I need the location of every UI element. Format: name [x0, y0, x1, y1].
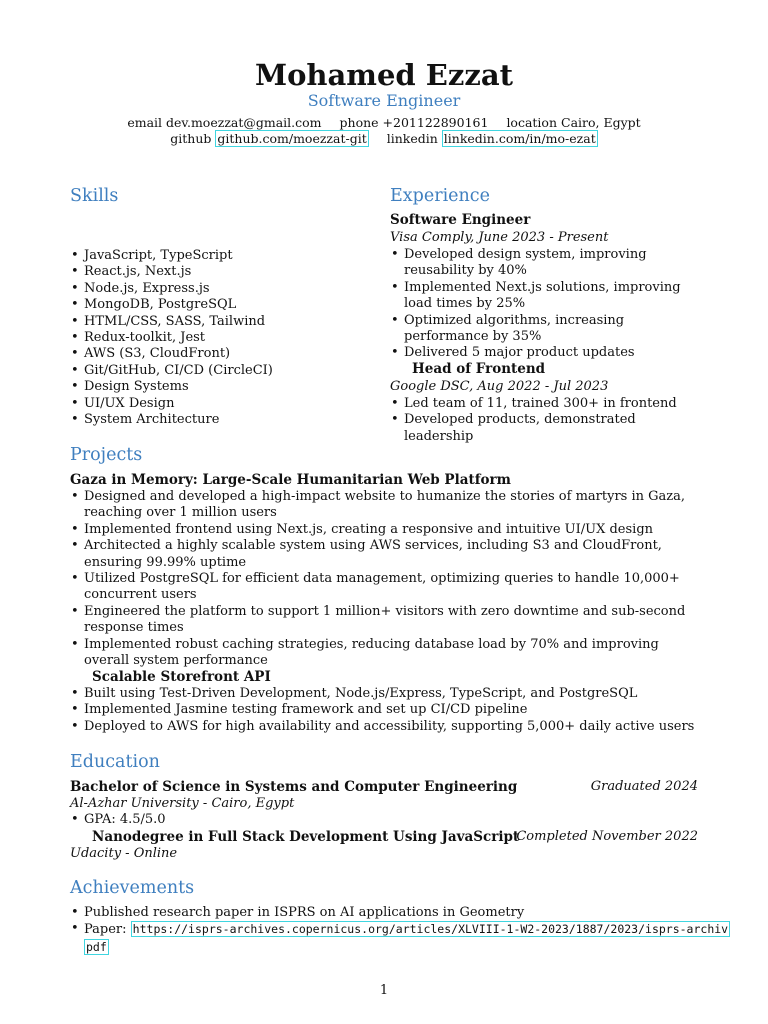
- email-label: email: [127, 115, 163, 130]
- education-heading: Education: [70, 752, 160, 772]
- skill-item: • Redux-toolkit, Jest: [70, 330, 370, 346]
- project-bullets: [70, 489, 700, 669]
- project-title: Scalable Storefront API: [92, 669, 271, 685]
- job-title: Head of Frontend: [412, 361, 546, 377]
- paper-link[interactable]: https://isprs-archives.copernicus.org/articles/XLVIII-1-W2-2023/1887/2023/isprs-archiv: [132, 922, 729, 937]
- job-bullet: • Implemented Next.js solutions, improving load times by 25%: [390, 280, 700, 313]
- contact-line-1: [0, 115, 768, 130]
- job-bullet: • Delivered 5 major product updates: [390, 345, 700, 361]
- job-title: Software Engineer: [390, 212, 531, 228]
- project-bullet: • Implemented robust caching strategies, reducing database load by 70% and improving overall system performance: [70, 637, 700, 670]
- job-bullets: [390, 396, 700, 445]
- candidate-title: Software Engineer: [307, 91, 461, 110]
- project-bullet: • Deployed to AWS for high availability and accessibility, supporting 5,000+ daily active users: [70, 719, 700, 735]
- skill-item: • AWS (S3, CloudFront): [70, 346, 370, 362]
- email-value[interactable]: dev.moezzat@gmail.com: [166, 115, 322, 130]
- degree-date: Completed November 2022: [516, 829, 698, 844]
- skills-heading: Skills: [70, 186, 119, 206]
- degree-school: Udacity - Online: [70, 846, 178, 861]
- projects-heading: Projects: [70, 445, 143, 465]
- project-bullet: • Built using Test-Driven Development, Node.js/Express, TypeScript, and PostgreSQL: [70, 686, 700, 702]
- project-bullet: • Designed and developed a high-impact website to humanize the stories of martyrs in Gaza, reaching over 1 million users: [70, 489, 700, 522]
- paper-link-continued[interactable]: pdf: [86, 939, 107, 954]
- github-label: github: [170, 131, 212, 146]
- degree-school: Al-Azhar University - Cairo, Egypt: [70, 796, 295, 811]
- project-bullet: • Implemented frontend using Next.js, creating a responsive and intuitive UI/UX design: [70, 522, 700, 538]
- phone-label: phone: [339, 115, 379, 130]
- contact-line-2: [0, 131, 768, 146]
- location-label: location: [506, 115, 558, 130]
- skill-item: • Node.js, Express.js: [70, 281, 370, 297]
- skill-item: • System Architecture: [70, 412, 370, 428]
- location-value: Cairo, Egypt: [561, 115, 641, 130]
- project-bullet: • Engineered the platform to support 1 million+ visitors with zero downtime and sub-second response times: [70, 604, 700, 637]
- skill-item: • JavaScript, TypeScript: [70, 248, 370, 264]
- job-bullet: • Developed design system, improving reusability by 40%: [390, 247, 700, 280]
- phone-value: +201122890161: [382, 115, 489, 130]
- project-bullet: • Implemented Jasmine testing framework and set up CI/CD pipeline: [70, 702, 700, 718]
- achievement-item: • Published research paper in ISPRS on AI applications in Geometry: [70, 905, 768, 921]
- job-org: Google DSC, Aug 2022 - Jul 2023: [390, 379, 609, 394]
- candidate-name: Mohamed Ezzat: [254, 58, 514, 92]
- job-org: Visa Comply, June 2023 - Present: [390, 230, 609, 245]
- degree-date: Graduated 2024: [590, 779, 698, 794]
- achievements-heading: Achievements: [70, 878, 195, 898]
- project-bullet: • Architected a highly scalable system using AWS services, including S3 and CloudFront, ensuring 99.99% uptime: [70, 538, 700, 571]
- degree-title: Nanodegree in Full Stack Development Using JavaScript: [92, 829, 520, 845]
- page-number: 1: [379, 983, 389, 998]
- skill-item: • React.js, Next.js: [70, 264, 370, 280]
- degree-title: Bachelor of Science in Systems and Computer Engineering: [70, 779, 518, 795]
- degree-bullets: [70, 812, 370, 828]
- skill-item: • MongoDB, PostgreSQL: [70, 297, 370, 313]
- achievement-item: [70, 921, 768, 956]
- skill-item: • Git/GitHub, CI/CD (CircleCI): [70, 363, 370, 379]
- skill-item: • Design Systems: [70, 379, 370, 395]
- job-bullet: • Led team of 11, trained 300+ in frontend: [390, 396, 700, 412]
- job-bullets: [390, 247, 700, 362]
- project-title: Gaza in Memory: Large-Scale Humanitarian Web Platform: [70, 472, 511, 488]
- project-bullet: • Utilized PostgreSQL for efficient data management, optimizing queries to handle 10,000+ concurrent users: [70, 571, 700, 604]
- linkedin-link[interactable]: linkedin.com/in/mo-ezat: [443, 131, 596, 146]
- skill-item: • UI/UX Design: [70, 396, 370, 412]
- project-bullets: [70, 686, 700, 735]
- linkedin-label: linkedin: [386, 131, 438, 146]
- job-bullet: • Developed products, demonstrated leadership: [390, 412, 700, 445]
- skill-item: • HTML/CSS, SASS, Tailwind: [70, 314, 370, 330]
- github-link[interactable]: github.com/moezzat-git: [217, 131, 367, 146]
- paper-label: Paper:: [84, 922, 127, 938]
- job-bullet: • Optimized algorithms, increasing performance by 35%: [390, 313, 700, 346]
- experience-heading: Experience: [390, 186, 490, 206]
- achievements-list: [70, 905, 768, 956]
- skills-list: [70, 248, 370, 428]
- degree-bullet: • GPA: 4.5/5.0: [70, 812, 370, 828]
